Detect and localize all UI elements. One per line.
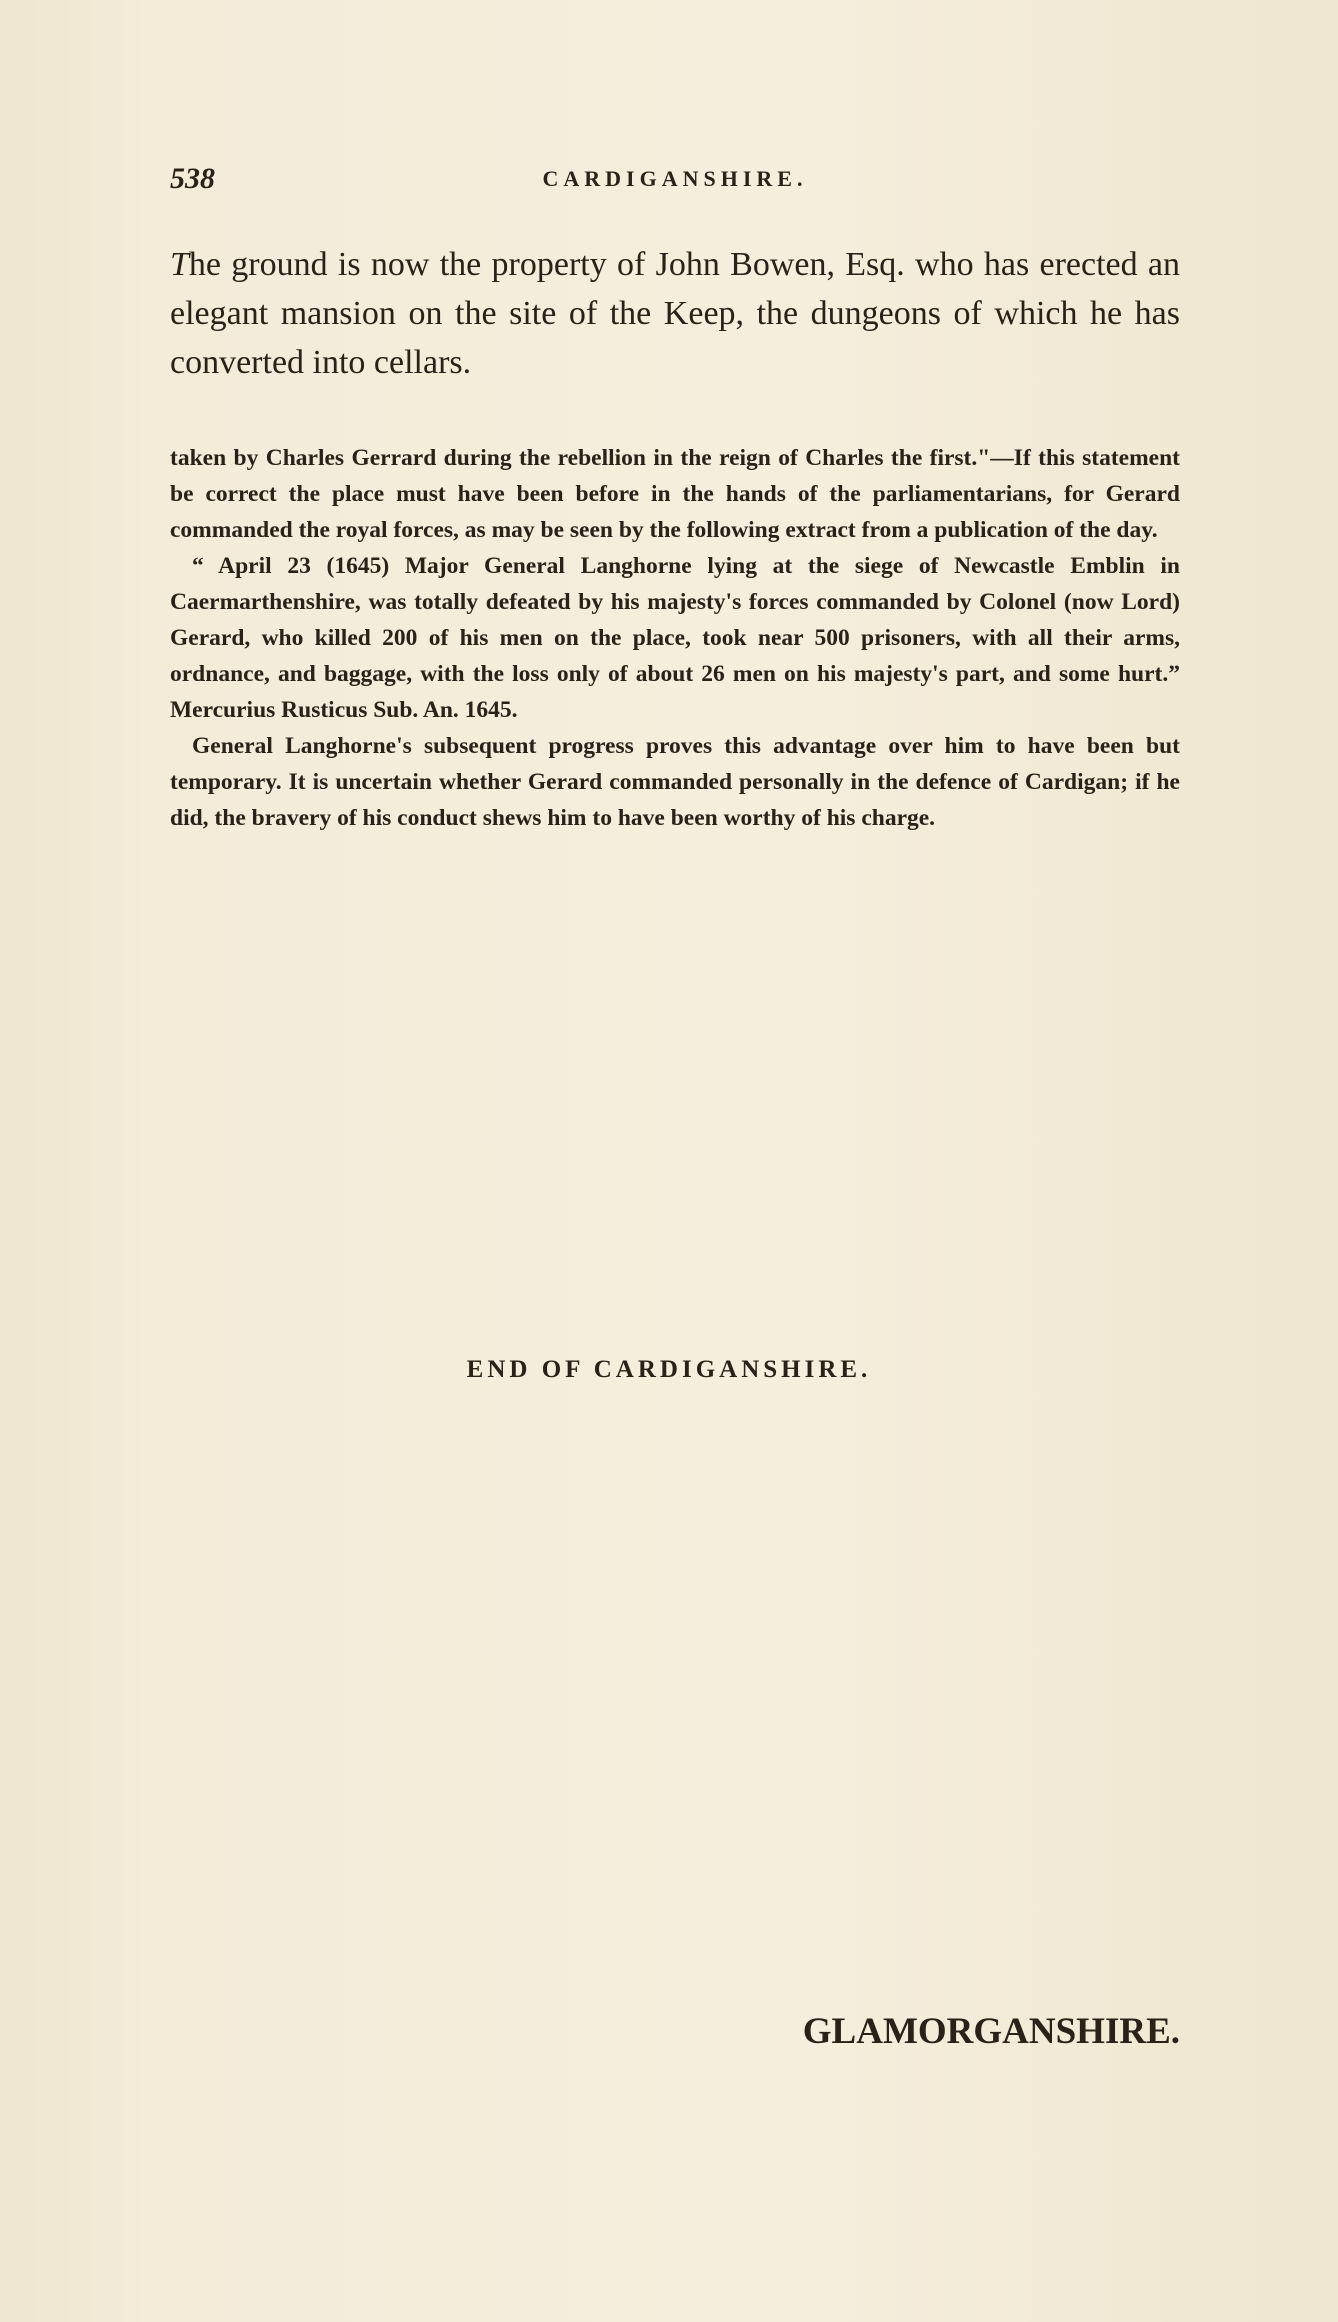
running-title: CARDIGANSHIRE.	[542, 166, 808, 191]
running-header	[170, 162, 1180, 202]
page-number: 538	[170, 162, 215, 195]
footnote-paragraph: taken by Charles Gerrard during the rebellion in the reign of Charles the first."—If this statement be correct the place must have been before in the hands of the parliamentarians, for Gerard commanded the royal forces, as may be seen by the following extract from a publication of the day.	[170, 445, 1180, 543]
footnote-paragraph: “ April 23 (1645) Major General Langhorne lying at the siege of Newcastle Emblin in Caermarthenshire, was totally defeated by his majesty's forces commanded by Colonel (now Lord) Gerard, who killed 200 of his men on the place, took near 500 prisoners, with all their arms, ordnance, and baggage, with the loss only of about 26 men on his majesty's part, and some hurt.” Mercurius Rusticus Sub. An. 1645.	[170, 553, 1180, 723]
main-paragraph: The ground is now the property of John Bowen, Esq. who has erected an elegant mansion on the site of the Keep, the dungeons of which he has converted into cellars.	[170, 246, 1180, 381]
section-end-note: END OF CARDIGANSHIRE.	[466, 1356, 872, 1383]
footnote-paragraph: General Langhorne's subsequent progress proves this advantage over him to have been but temporary. It is uncertain whether Gerard commanded personally in the defence of Cardigan; if he did, the bravery of his conduct shews him to have been worthy of his charge.	[170, 733, 1180, 831]
next-section-catchword: GLAMORGANSHIRE.	[802, 2011, 1180, 2052]
footnote-block	[170, 440, 1180, 836]
